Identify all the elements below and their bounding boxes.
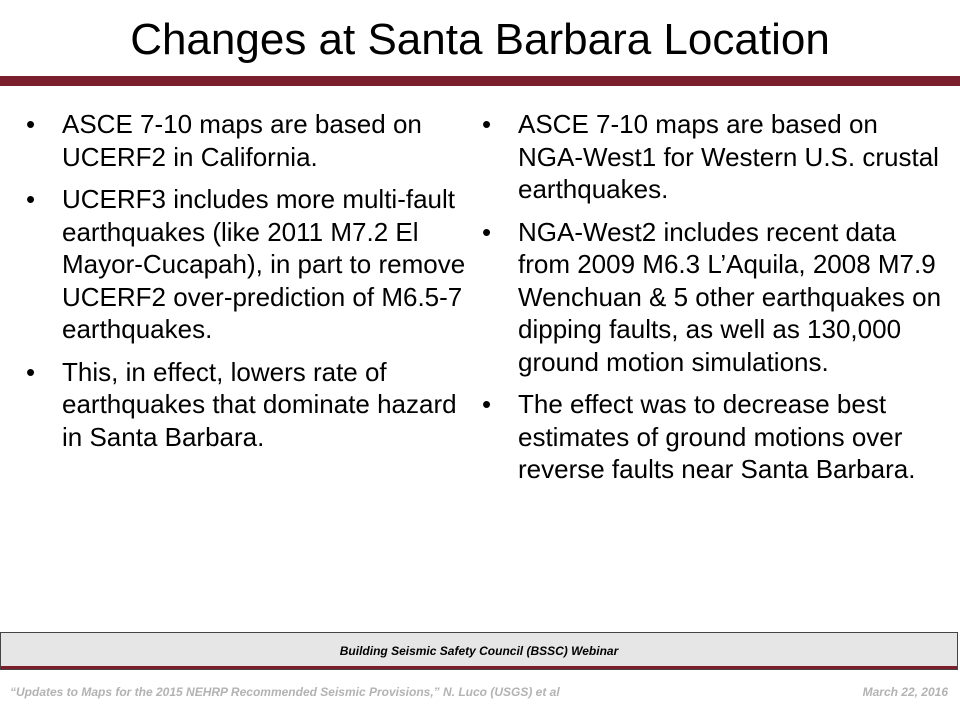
left-bullet-2-text: UCERF3 includes more multi-fault earthquakes (like 2011 M7.2 El Mayor-Cucapah), in part to remove UCERF2 over-prediction of M6.5-7 earthquakes. [62, 184, 466, 344]
right-bullet-list [478, 108, 948, 496]
title-underline-rule [0, 76, 960, 86]
bullet-icon: • [26, 109, 36, 139]
right-bullet-3-text: The effect was to decrease best estimates of ground motions over reverse faults near Santa Barbara. [518, 389, 916, 484]
footer-bar [0, 632, 958, 670]
right-bullet-1-text: ASCE 7-10 maps are based on NGA-West1 for Western U.S. crustal earthquakes. [518, 109, 939, 204]
bullet-icon: • [482, 216, 492, 247]
footer-citation: “Updates to Maps for the 2015 NEHRP Recommended Seismic Provisions,” N. Luco (USGS) et al [10, 685, 560, 699]
footer-date: March 22, 2016 [862, 685, 948, 699]
left-bullet-2 [22, 183, 468, 346]
slide-title: Changes at Santa Barbara Location [130, 15, 830, 64]
footer-bar-rule [1, 666, 957, 669]
right-bullet-3 [478, 388, 948, 486]
right-bullet-1 [478, 108, 948, 206]
webinar-label: Building Seismic Safety Council (BSSC) Webinar [339, 644, 619, 658]
bullet-icon: • [26, 184, 36, 214]
right-bullet-2 [478, 216, 948, 379]
bullet-icon: • [26, 356, 36, 387]
left-bullet-1-text: ASCE 7-10 maps are based on UCERF2 in California. [62, 109, 422, 172]
right-bullet-2-text: NGA-West2 includes recent data from 2009 M6.3 L’Aquila, 2008 M7.9 Wenchuan & 5 other earthquakes on dipping faults, as well as 130,000 ground motion simulations. [518, 216, 942, 377]
left-bullet-1 [22, 108, 468, 173]
left-bullet-3 [22, 356, 468, 454]
bullet-icon: • [482, 109, 492, 139]
left-bullet-list [22, 108, 468, 463]
title-band [0, 0, 960, 86]
left-bullet-3-text: This, in effect, lowers rate of earthquakes that dominate hazard in Santa Barbara. [62, 356, 457, 452]
bullet-icon: • [482, 389, 492, 419]
